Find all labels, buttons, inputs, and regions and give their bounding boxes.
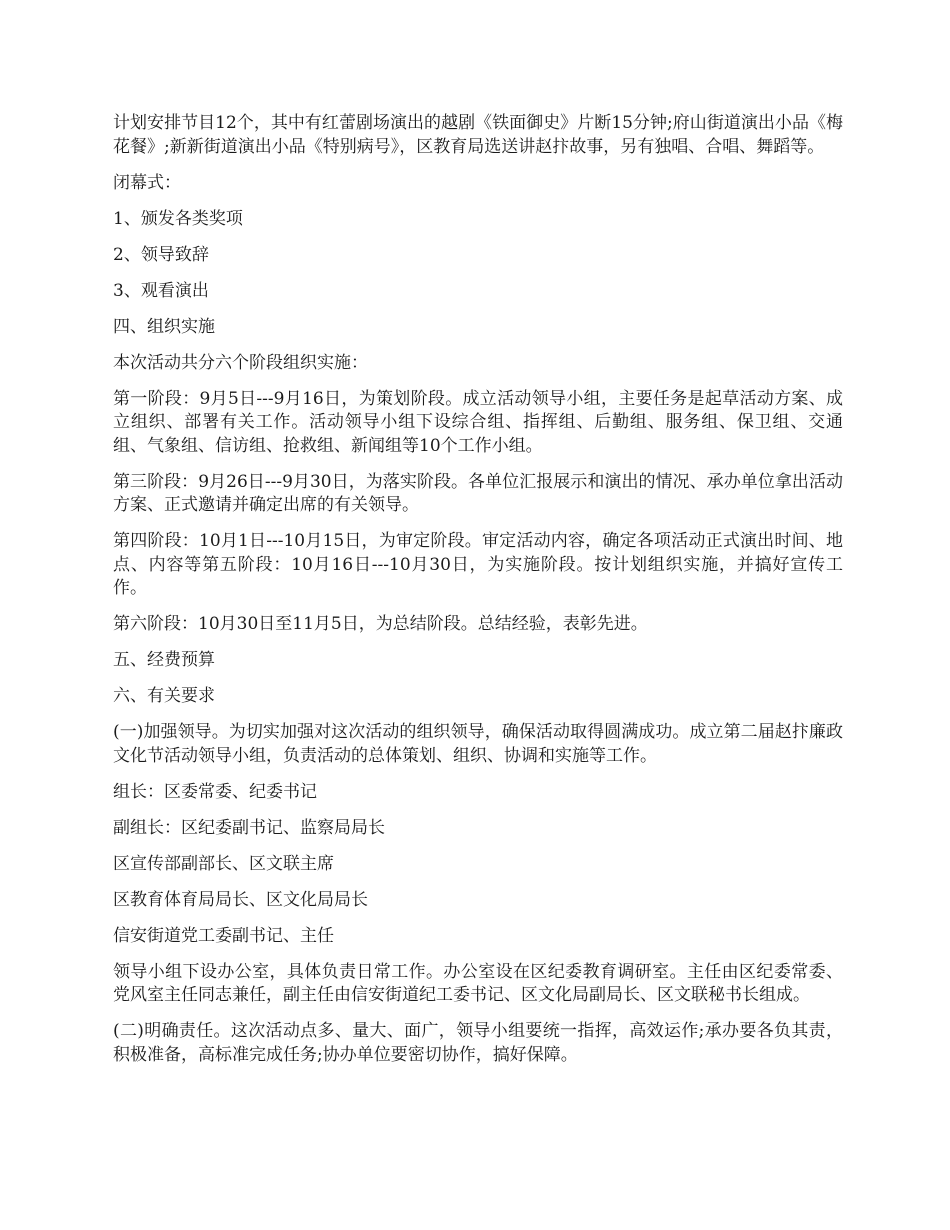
responsibility-paragraph: (二)明确责任。这次活动点多、量大、面广，领导小组要统一指挥，高效运作;承办要各负其责，积极准备，高标准完成任务;协办单位要密切协作，搞好保障。 (113, 1021, 843, 1065)
member-line-xinan: 信安街道党工委副书记、主任 (113, 925, 334, 946)
team-leader-line: 组长：区委常委、纪委书记 (113, 781, 317, 802)
document-page (113, 112, 843, 1080)
list-item-speech: 2、领导致辞 (113, 244, 209, 265)
office-paragraph: 领导小组下设办公室，具体负责日常工作。办公室设在区纪委教育调研室。主任由区纪委常委、党风室主任同志兼任，副主任由信安街道纪工委书记、区文化局副局长、区文联秘书长组成。 (113, 961, 843, 1005)
section-heading-budget: 五、经费预算 (113, 650, 215, 670)
list-item-performance: 3、观看演出 (113, 280, 209, 301)
closing-ceremony-heading: 闭幕式： (113, 172, 181, 193)
section-heading-implementation: 四、组织实施 (113, 316, 215, 337)
deputy-leader-line: 副组长：区纪委副书记、监察局局长 (113, 817, 385, 838)
leadership-paragraph: (一)加强领导。为切实加强对这次活动的组织领导，确保活动取得圆满成功。成立第二届赵抃廉政文化节活动领导小组，负责活动的总体策划、组织、协调和实施等工作。 (113, 722, 843, 766)
stage-one-paragraph: 第一阶段：9月5日---9月16日，为策划阶段。成立活动领导小组，主要任务是起草活动方案、成立组织、部署有关工作。活动领导小组下设综合组、指挥组、后勤组、服务组、保卫组、交通组、气象组、信访组、抢救组、新闻组等10个工作小组。 (113, 388, 843, 456)
member-line-propaganda: 区宣传部副部长、区文联主席 (113, 853, 334, 874)
section-heading-requirements: 六、有关要求 (113, 686, 215, 706)
stages-intro-paragraph: 本次活动共分六个阶段组织实施： (113, 352, 368, 373)
list-item-awards: 1、颁发各类奖项 (113, 208, 243, 229)
stage-three-paragraph: 第三阶段：9月26日---9月30日，为落实阶段。各单位汇报展示和演出的情况、承办单位拿出活动方案、正式邀请并确定出席的有关领导。 (113, 471, 843, 515)
stage-four-five-paragraph: 第四阶段：10月1日---10月15日，为审定阶段。审定活动内容，确定各项活动正式演出时间、地点、内容等第五阶段：10月16日---10月30日，为实施阶段。按计划组织实施，并搞好宣传工作。 (113, 531, 843, 598)
member-line-education: 区教育体育局局长、区文化局局长 (113, 889, 368, 910)
program-arrangement-paragraph: 计划安排节目12个，其中有红蕾剧场演出的越剧《铁面御史》片断15分钟;府山街道演出小品《梅花餐》;新新街道演出小品《特别病号》，区教育局选送讲赵抃故事，另有独唱、合唱、舞蹈等。 (113, 113, 843, 157)
stage-six-paragraph: 第六阶段：10月30日至11月5日，为总结阶段。总结经验，表彰先进。 (113, 614, 648, 634)
